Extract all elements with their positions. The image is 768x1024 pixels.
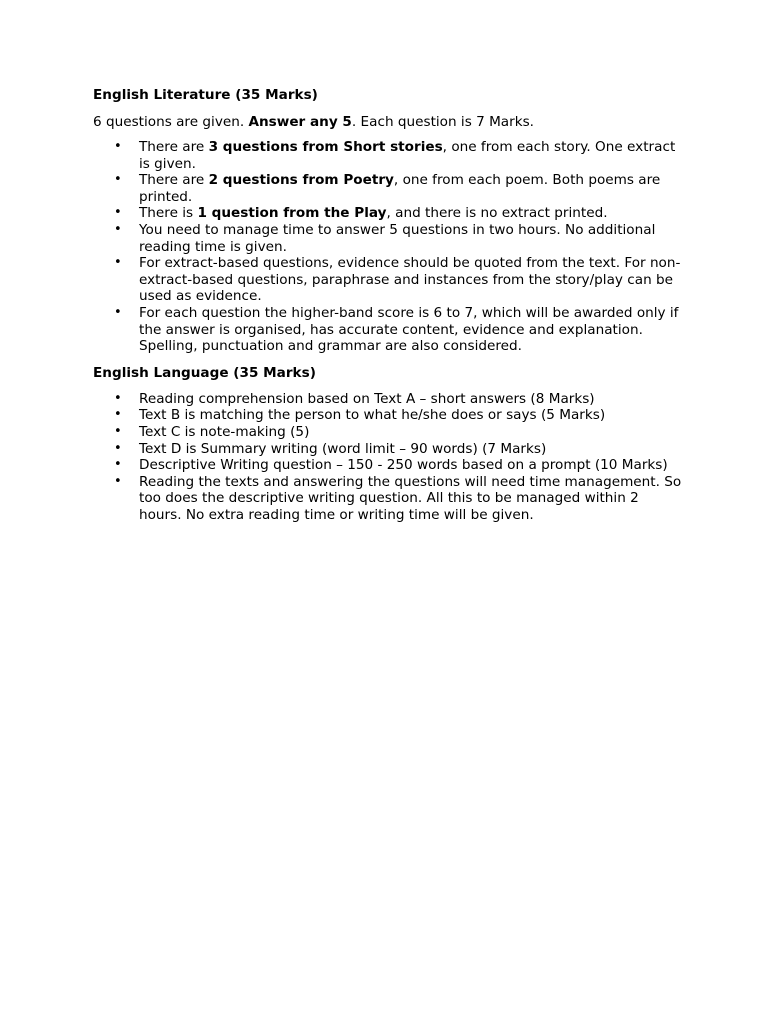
list-item-text: For each question the higher-band score is 6 to 7, which will be awarded only if the answer is organised, has accurate content, evidence and explanation. Spelling, punctuation and grammar are also considered. <box>139 304 679 355</box>
literature-intro-bold: Answer any 5 <box>248 114 352 130</box>
bullet-icon: • <box>114 407 122 423</box>
bullet-icon: • <box>114 304 122 320</box>
language-bullet-list <box>93 391 683 524</box>
list-item-text: For extract-based questions, evidence should be quoted from the text. For non-extract-based questions, paraphrase and instances from the story/play can be used as evidence. <box>139 255 681 305</box>
list-item-text: There is <box>139 205 198 222</box>
language-heading: English Language (35 Marks) <box>93 364 316 381</box>
list-item-text-end: , one from each story. One extract is given. <box>139 139 676 172</box>
list-item-text: Text D is Summary writing (word limit – 90 words) (7 Marks) <box>139 440 547 457</box>
list-item <box>93 222 683 255</box>
document-page <box>93 86 683 532</box>
bullet-icon: • <box>114 255 122 271</box>
list-item-text: Descriptive Writing question – 150 - 250 words based on a prompt (10 Marks) <box>139 457 668 474</box>
list-item-text: You need to manage time to answer 5 questions in two hours. No additional reading time is given. <box>139 221 656 255</box>
list-item-text-end: , and there is no extract printed. <box>386 205 608 222</box>
bullet-icon: • <box>114 390 122 406</box>
list-item <box>93 139 683 172</box>
list-item <box>93 474 683 524</box>
list-item <box>93 391 683 408</box>
list-item <box>93 205 683 222</box>
list-item-bold: 2 questions from Poetry <box>208 172 394 189</box>
bullet-icon: • <box>114 423 122 439</box>
literature-heading: English Literature (35 Marks) <box>93 87 318 103</box>
literature-bullet-list <box>93 139 683 355</box>
list-item-text-end: , one from each poem. Both poems are printed. <box>139 172 661 205</box>
list-item-text: There are <box>139 172 209 189</box>
list-item <box>93 407 683 424</box>
bullet-icon: • <box>114 139 122 154</box>
bullet-icon: • <box>114 172 122 188</box>
list-item-text: There are <box>139 139 209 155</box>
bullet-icon: • <box>114 205 122 221</box>
list-item <box>93 305 683 355</box>
list-item-text: Reading comprehension based on Text A – short answers (8 Marks) <box>139 390 595 407</box>
list-item <box>93 457 683 474</box>
literature-intro <box>93 113 683 131</box>
list-item <box>93 441 683 458</box>
list-item-text: Reading the texts and answering the questions will need time management. So too does the descriptive writing question. All this to be managed within 2 hours. No extra reading time or writing time will be given. <box>139 473 682 523</box>
bullet-icon: • <box>114 440 122 456</box>
bullet-icon: • <box>114 473 122 489</box>
list-item <box>93 424 683 441</box>
list-item-text: Text B is matching the person to what he/she does or says (5 Marks) <box>139 407 606 424</box>
literature-intro-text: 6 questions are given. <box>93 114 249 130</box>
literature-intro-text-end: . Each question is 7 Marks. <box>351 114 535 130</box>
bullet-icon: • <box>114 457 122 473</box>
list-item <box>93 172 683 205</box>
list-item-bold: 3 questions from Short stories <box>208 139 443 155</box>
list-item <box>93 255 683 305</box>
list-item-text: Text C is note-making (5) <box>139 423 310 440</box>
bullet-icon: • <box>114 221 122 237</box>
list-item-bold: 1 question from the Play <box>197 205 387 222</box>
